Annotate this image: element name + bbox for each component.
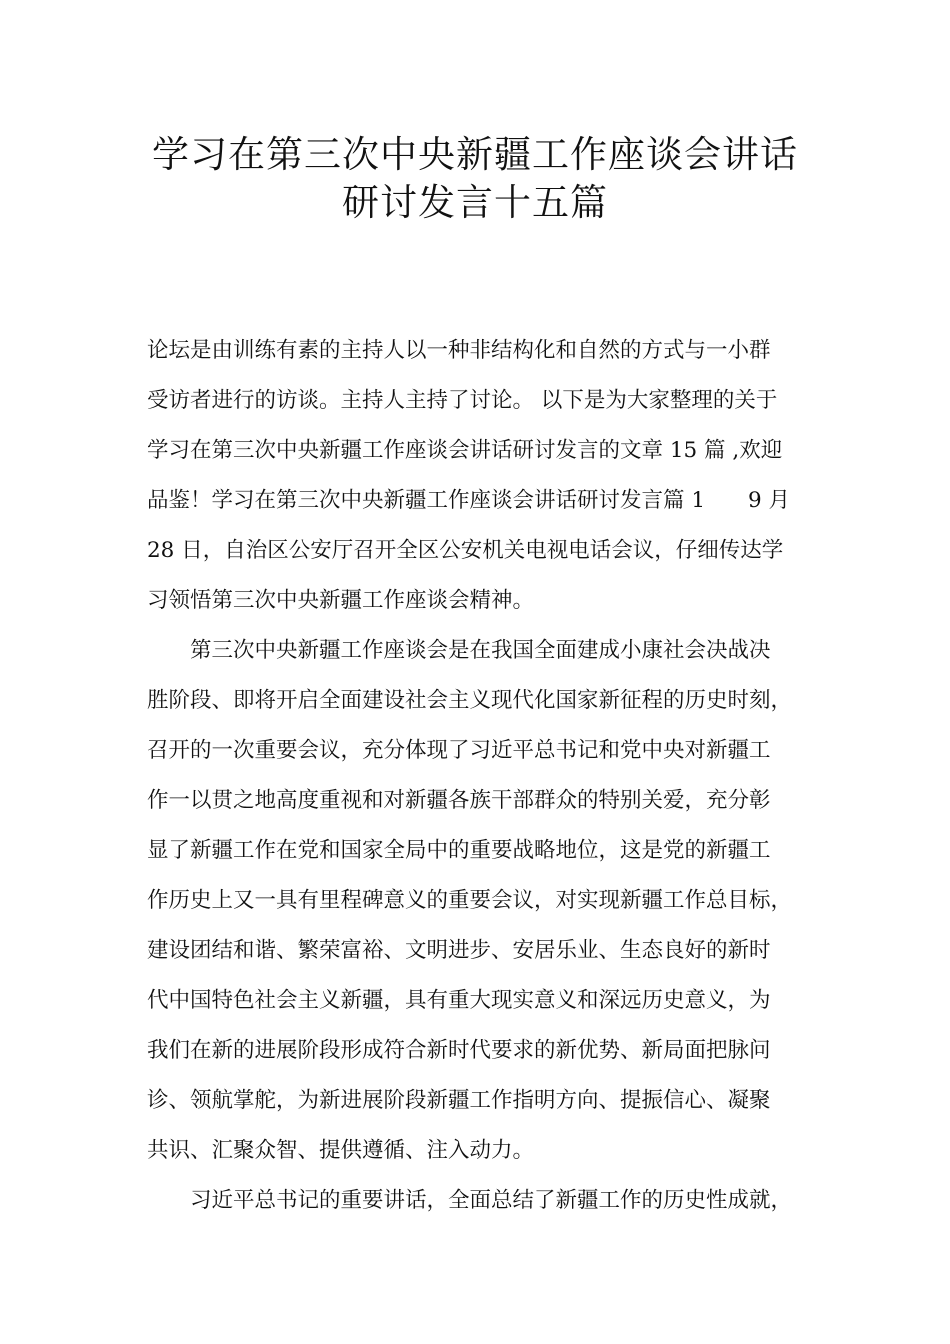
paragraph-line: 共识、汇聚众智、提供遵循、注入动力。 <box>147 1138 535 1163</box>
paragraph-line: 作历史上又一具有里程碑意义的重要会议，对实现新疆工作总目标， <box>147 888 793 913</box>
document-title-line-2: 研讨发言十五篇 <box>342 181 608 224</box>
paragraph-line: 胜阶段、即将开启全面建设社会主义现代化国家新征程的历史时刻， <box>147 688 793 713</box>
paragraph-line: 显了新疆工作在党和国家全局中的重要战略地位，这是党的新疆工 <box>147 838 771 863</box>
paragraph-line: 建设团结和谐、繁荣富裕、文明进步、安居乐业、生态良好的新时 <box>147 938 771 963</box>
paragraph-line: 28 日，自治区公安厅召开全区公安机关电视电话会议，仔细传达学 <box>147 538 784 563</box>
paragraph-line: 第三次中央新疆工作座谈会是在我国全面建成小康社会决战决 <box>190 638 771 663</box>
paragraph-line: 习领悟第三次中央新疆工作座谈会精神。 <box>147 588 535 613</box>
paragraph-line: 受访者进行的访谈。主持人主持了讨论。 以下是为大家整理的关于 <box>147 388 778 413</box>
paragraph-line: 我们在新的进展阶段形成符合新时代要求的新优势、新局面把脉问 <box>147 1038 771 1063</box>
paragraph-line: 习近平总书记的重要讲话，全面总结了新疆工作的历史性成就， <box>190 1188 793 1213</box>
paragraph-line: 代中国特色社会主义新疆，具有重大现实意义和深远历史意义，为 <box>147 988 771 1013</box>
paragraph-line: 诊、领航掌舵，为新进展阶段新疆工作指明方向、提振信心、凝聚 <box>147 1088 771 1113</box>
paragraph-line: 作一以贯之地高度重视和对新疆各族干部群众的特别关爱，充分彰 <box>147 788 771 813</box>
paragraph-line: 学习在第三次中央新疆工作座谈会讲话研讨发言的文章 15 篇 ,欢迎 <box>147 438 783 463</box>
paragraph-line: 论坛是由训练有素的主持人以一种非结构化和自然的方式与一小群 <box>147 338 771 363</box>
paragraph-line: 召开的一次重要会议，充分体现了习近平总书记和党中央对新疆工 <box>147 738 771 763</box>
document-title-line-1: 学习在第三次中央新疆工作座谈会讲话 <box>152 133 798 176</box>
paragraph-line: 品鉴！学习在第三次中央新疆工作座谈会讲话研讨发言篇 1 9 月 <box>147 488 791 513</box>
